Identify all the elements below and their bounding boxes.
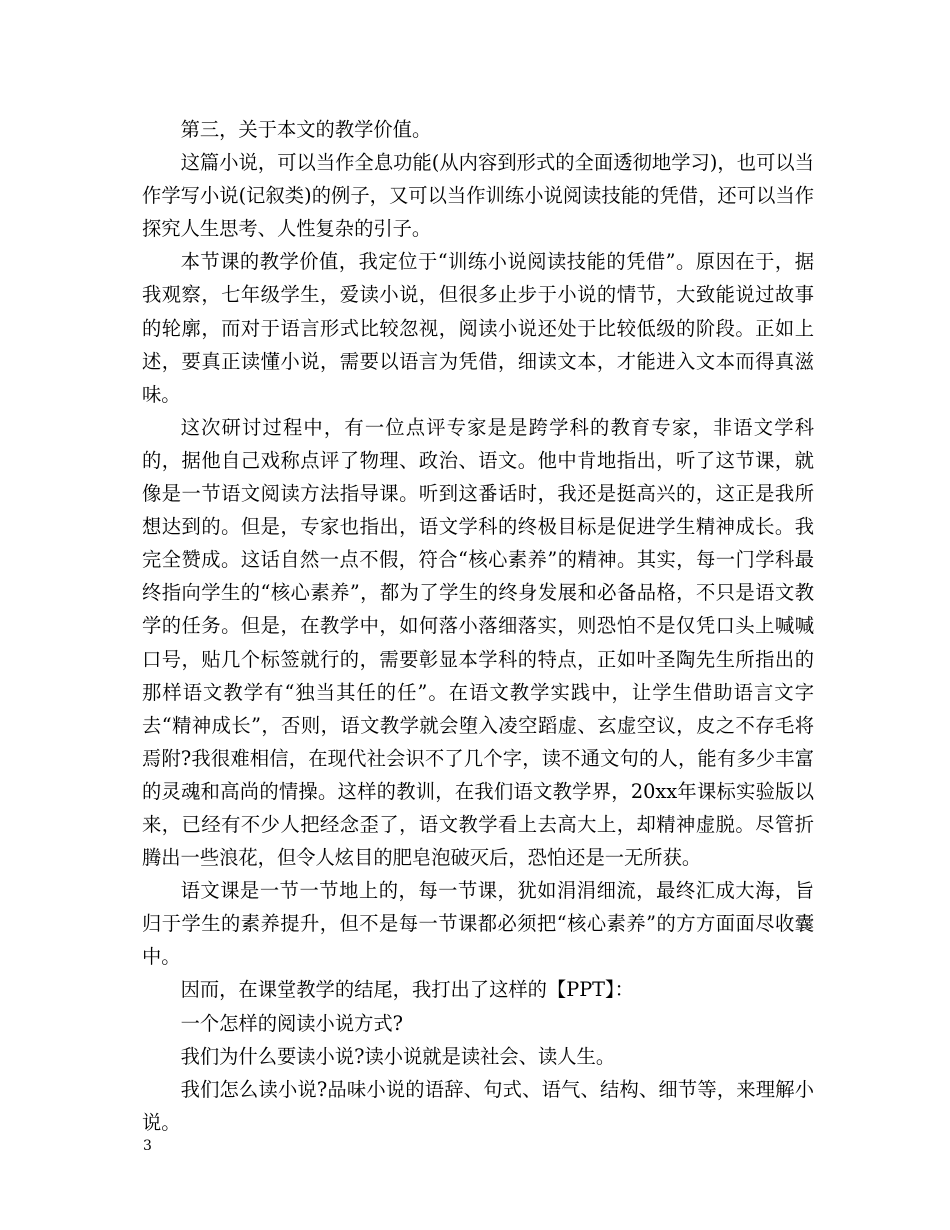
- paragraph-1: 第三，关于本文的教学价值。: [180, 118, 432, 141]
- paragraph-7: 一个怎样的阅读小说方式?: [180, 1011, 404, 1035]
- paragraph-5: 语文课是一节一节地上的，每一节课，犹如涓涓细流，最终汇成大海，旨归于学生的素养提升，但不是每一节课都必须把“核心素养”的方方面面尽收囊中。: [142, 879, 814, 969]
- paragraph-3: 本节课的教学价值，我定位于“训练小说阅读技能的凭借”。原因在于，据我观察，七年级学生，爱读小说，但很多止步于小说的情节，大致能说过故事的轮廓，而对于语言形式比较忽视，阅读小说还处于比较低级的阶段。正如上述，要真正读懂小说，需要以语言为凭借，细读文本，才能进入文本而得真滋味。: [142, 250, 814, 406]
- paragraph-4: 这次研讨过程中，有一位点评专家是是跨学科的教育专家，非语文学科的，据他自己戏称点评了物理、政治、语文。他中肯地指出，听了这节课，就像是一节语文阅读方法指导课。听到这番话时，我还是挺高兴的，这正是我所想达到的。但是，专家也指出，语文学科的终极目标是促进学生精神成长。我完全赞成。这话自然一点不假，符合“核心素养”的精神。其实，每一门学科最终指向学生的“核心素养”，都为了学生的终身发展和必备品格，不只是语文教学的任务。但是，在教学中，如何落小落细落实，则恐怕不是仅凭口头上喊喊口号，贴几个标签就行的，需要彰显本学科的特点，正如叶圣陶先生所指出的那样语文教学有“独当其任的任”。在语文教学实践中，让学生借助语言文字去“精神成长”，否则，语文教学就会堕入凌空蹈虚、玄虚空议，皮之不存毛将焉附?我很难相信，在现代社会识不了几个字，读不通文句的人，能有多少丰富的灵魂和高尚的情操。这样的教训，在我们语文教学界，20xx年课标实验版以来，已经有不少人把经念歪了，语文教学看上去高大上，却精神虚脱。尽管折腾出一些浪花，但令人炫目的肥皂泡破灭后，恐怕还是一无所获。: [142, 415, 814, 870]
- page-number: 3: [143, 1138, 152, 1154]
- body-text: [142, 113, 814, 1139]
- paragraph-2: 这篇小说，可以当作全息功能(从内容到形式的全面透彻地学习)，也可以当作学写小说(记叙类)的例子，又可以当作训练小说阅读技能的凭借，还可以当作探究人生思考、人性复杂的引子。: [142, 151, 814, 241]
- paragraph-6: 因而，在课堂教学的结尾，我打出了这样的【PPT】：: [180, 978, 634, 1002]
- paragraph-9: 我们怎么读小说?品味小说的语辞、句式、语气、结构、细节等，来理解小说。: [142, 1077, 814, 1134]
- paragraph-8: 我们为什么要读小说?读小说就是读社会、读人生。: [180, 1044, 616, 1068]
